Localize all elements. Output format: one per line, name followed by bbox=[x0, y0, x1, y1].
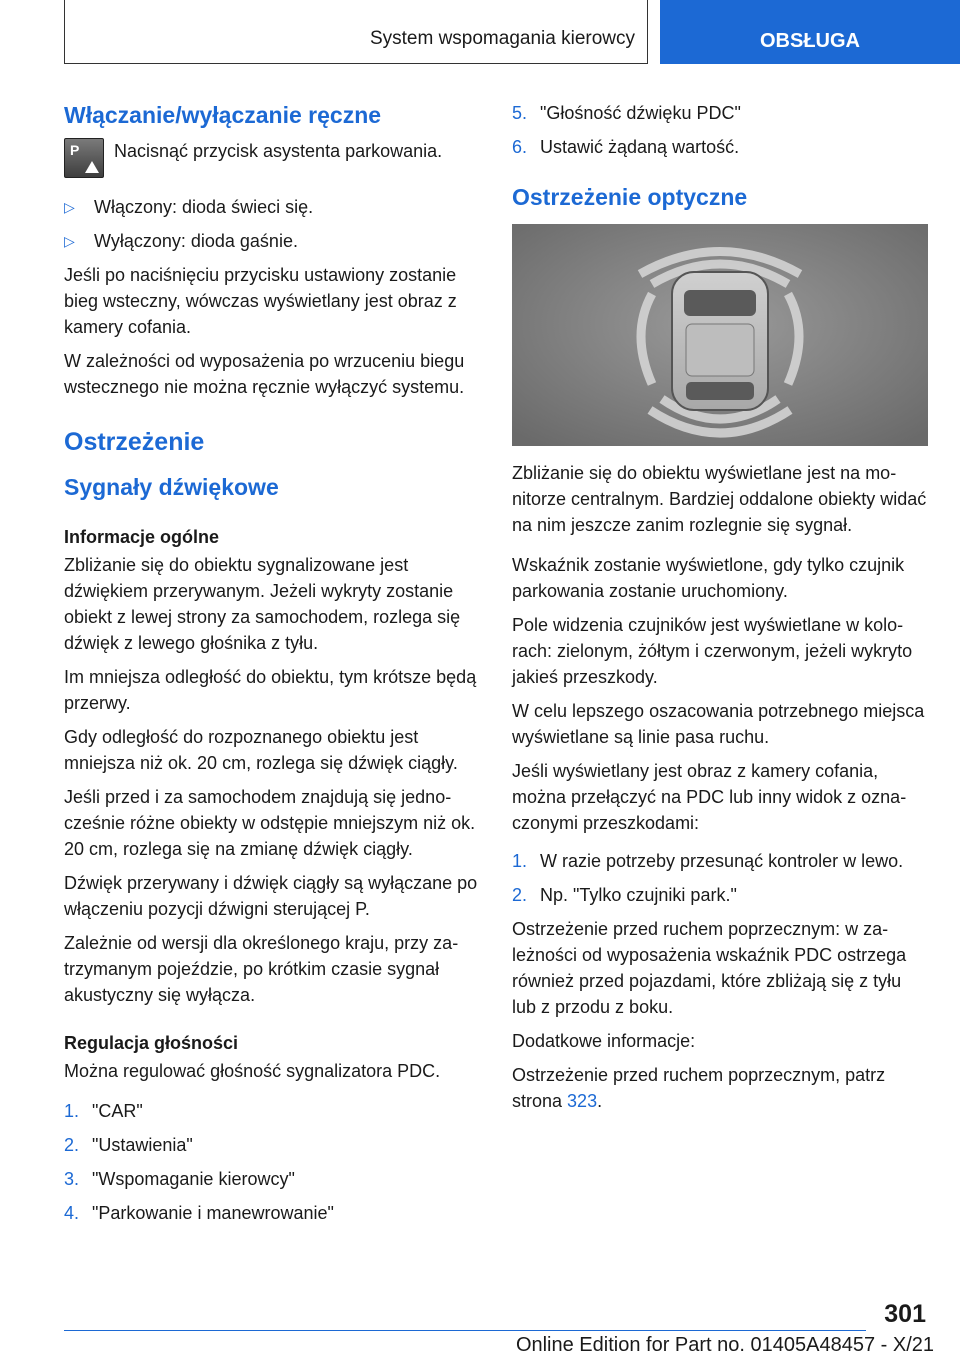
view-options-list bbox=[512, 848, 928, 908]
cross-reference: Ostrzeżenie przed ruchem poprzecznym, patrz strona 323. bbox=[512, 1065, 886, 1111]
paragraph: W zależności od wyposażenia po wrzuceniu biegu wstecznego nie można ręcznie wyłączyć systemu. bbox=[64, 351, 465, 397]
steps-list-continued bbox=[512, 100, 928, 160]
park-assist-button-icon bbox=[64, 138, 104, 178]
paragraph: Zbliżanie się do obiektu sygnalizowane jest dźwiękiem przerywanym. Jeżeli wykryty zostanie obiekt z lewej strony za samochodem, rozlega się dźwięk z lewego głośnika z tyłu. bbox=[64, 555, 461, 653]
paragraph: Gdy odległość do rozpoznanego obiektu jest mniejsza niż ok. 20 cm, rozlega się dźwięk ciągły. bbox=[64, 727, 458, 773]
manual-instruction: Nacisnąć przycisk asystenta parkowania. bbox=[114, 141, 443, 161]
steps-list bbox=[64, 1098, 478, 1226]
footer-edition: Online Edition for Part no. 01405A48457 - X/21 bbox=[515, 1334, 934, 1356]
paragraph: Jeśli wyświetlany jest obraz z kamery cofania, można przełączyć na PDC lub inny widok z oznaczonymi przeszkodami: bbox=[512, 761, 907, 833]
pdc-button-row bbox=[64, 138, 478, 178]
warning-heading: Ostrzeżenie bbox=[64, 428, 205, 456]
list-item: 1. "CAR" bbox=[64, 1101, 143, 1121]
triangle-bullet-icon: ▷ bbox=[64, 233, 75, 249]
list-item: 2. Np. "Tylko czujniki park." bbox=[512, 885, 737, 905]
bullet-item: ▷ Włączony: dioda świeci się. bbox=[64, 194, 478, 220]
optical-heading: Ostrzeżenie optyczne bbox=[512, 184, 748, 210]
volume-heading: Regulacja głośności bbox=[64, 1033, 239, 1053]
manual-heading: Włączanie/wyłączanie ręczne bbox=[64, 102, 382, 128]
footer-divider bbox=[64, 1330, 866, 1331]
page-link[interactable]: 323 bbox=[567, 1091, 598, 1111]
left-column bbox=[64, 100, 478, 1234]
paragraph: Wskaźnik zostanie wyświetlone, gdy tylko czujnik parkowania zostanie uruchomiony. bbox=[512, 555, 905, 601]
paragraph: Dodatkowe informacje: bbox=[512, 1031, 696, 1051]
header-frame bbox=[64, 0, 648, 64]
paragraph: Można regulować głośność sygnalizatora PDC. bbox=[64, 1061, 441, 1081]
paragraph: Jeśli po naciśnięciu przycisku ustawiony zostanie bieg wsteczny, wówczas wyświetlany jest obraz z kamery cofania. bbox=[64, 265, 457, 337]
paragraph: Ostrzeżenie przed ruchem poprzecznym: w zależności od wyposażenia wskaźnik PDC ostrzega również przed pojazdami, które zbliżają się z tyłu lub z przodu z boku. bbox=[512, 919, 907, 1017]
right-column bbox=[512, 100, 928, 1122]
page-number: 301 bbox=[884, 1300, 926, 1328]
paragraph: W celu lepszego oszacowania potrzebnego miejsca wyświetlane są linie pasa ruchu. bbox=[512, 701, 925, 747]
paragraph: Zbliżanie się do obiektu wyświetlane jest na monitorze centralnym. Bardziej oddalone obiekty widać na nim jeszcze zanim rozlegnie się sygnał. bbox=[512, 463, 927, 535]
status-bullets bbox=[64, 194, 478, 254]
list-item: 4. "Parkowanie i manewrowanie" bbox=[64, 1203, 334, 1223]
list-item: 2. "Ustawienia" bbox=[64, 1135, 193, 1155]
paragraph: Zależnie od wersji dla określonego kraju, przy zatrzymanym pojeździe, po krótkim czasie sygnał akustyczny się wyłącza. bbox=[64, 933, 459, 1005]
icon-letter: P bbox=[70, 142, 80, 158]
triangle-bullet-icon: ▷ bbox=[64, 199, 75, 215]
sound-heading: Sygnały dźwiękowe bbox=[64, 474, 279, 500]
paragraph: Jeśli przed i za samochodem znajdują się jednocześnie różne obiekty w odstępie mniejszym niż ok. 20 cm, rozlega się na zmianę dźwięk ciągły. bbox=[64, 787, 476, 859]
list-item: 3. "Wspomaganie kierowcy" bbox=[64, 1169, 295, 1189]
section-tab[interactable]: OBSŁUGA bbox=[660, 0, 960, 64]
list-item: 5. "Głośność dźwięku PDC" bbox=[512, 103, 741, 123]
paragraph: Pole widzenia czujników jest wyświetlane w kolorach: zielonym, żółtym i czerwonym, jeżeli wykryto jakieś przeszkody. bbox=[512, 615, 913, 687]
paragraph: Im mniejsza odległość do obiektu, tym krótsze będą przerwy. bbox=[64, 667, 477, 713]
pdc-display-image bbox=[512, 224, 928, 446]
general-heading: Informacje ogólne bbox=[64, 527, 220, 547]
list-item: 6. Ustawić żądaną wartość. bbox=[512, 137, 740, 157]
list-item: 1. W razie potrzeby przesunąć kontroler w lewo. bbox=[512, 851, 904, 871]
bullet-item: ▷ Wyłączony: dioda gaśnie. bbox=[64, 228, 478, 254]
paragraph: Dźwięk przerywany i dźwięk ciągły są wyłączane po włączeniu pozycji dźwigni sterującej P. bbox=[64, 873, 478, 919]
chapter-title: System wspomagania kierowcy bbox=[369, 28, 635, 49]
